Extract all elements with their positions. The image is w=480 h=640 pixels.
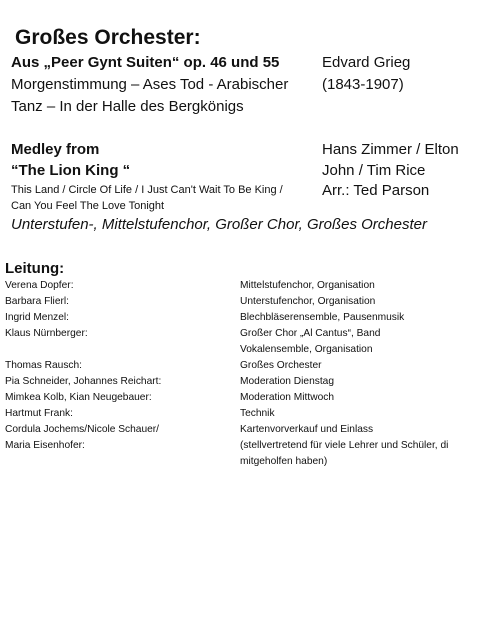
- leitung-name: Hartmut Frank:: [5, 408, 73, 419]
- leitung-names-column: [5, 278, 161, 454]
- leitung-role: Großes Orchester: [240, 360, 322, 371]
- medley-songs-line-1: This Land / Circle Of Life / I Just Can't Wait To Be King /: [11, 184, 283, 196]
- leitung-name: Cordula Jochems/Nicole Schauer/: [5, 424, 160, 435]
- leitung-heading: Leitung:: [5, 260, 65, 277]
- leitung-role: mitgeholfen haben): [240, 456, 328, 467]
- medley-arranger: Arr.: Ted Parson: [322, 182, 430, 199]
- medley-performers: Unterstufen-, Mittelstufenchor, Großer Chor, Großes Orchester: [11, 216, 427, 233]
- leitung-name: [5, 342, 161, 358]
- grieg-composer: Edvard Grieg: [322, 54, 411, 71]
- leitung-name: Barbara Flierl:: [5, 296, 69, 307]
- leitung-name: Ingrid Menzel:: [5, 312, 69, 323]
- medley-heading-line-1: Medley from: [11, 141, 100, 158]
- leitung-role: (stellvertretend für viele Lehrer und Schüler, di: [240, 440, 449, 451]
- grieg-movements-line-1: Morgenstimmung – Ases Tod - Arabischer: [11, 76, 289, 93]
- medley-songs-line-2: Can You Feel The Love Tonight: [11, 200, 165, 212]
- leitung-role: Unterstufenchor, Organisation: [240, 296, 376, 307]
- leitung-roles-column: [240, 278, 448, 470]
- leitung-role: Kartenvorverkauf und Einlass: [240, 424, 374, 435]
- medley-heading-line-2: “The Lion King “: [11, 162, 131, 179]
- leitung-name: Thomas Rausch:: [5, 360, 83, 371]
- leitung-role: Vokalensemble, Organisation: [240, 344, 373, 355]
- medley-credits-line-2: John / Tim Rice: [322, 162, 426, 179]
- page-title: Großes Orchester:: [15, 26, 201, 49]
- leitung-role: Großer Chor „Al Cantus“, Band: [240, 328, 381, 339]
- leitung-name: Klaus Nürnberger:: [5, 328, 88, 339]
- leitung-role: Mittelstufenchor, Organisation: [240, 280, 375, 291]
- grieg-dates: (1843-1907): [322, 76, 404, 93]
- grieg-work-title: Aus „Peer Gynt Suiten“ op. 46 und 55: [11, 54, 280, 71]
- grieg-movements-line-2: Tanz – In der Halle des Bergkönigs: [11, 98, 244, 115]
- leitung-role: Technik: [240, 408, 275, 419]
- leitung-role: Blechbläserensemble, Pausenmusik: [240, 312, 405, 323]
- leitung-role: Moderation Mittwoch: [240, 392, 334, 403]
- medley-credits-line-1: Hans Zimmer / Elton: [322, 141, 459, 158]
- leitung-role: Moderation Dienstag: [240, 376, 335, 387]
- leitung-name: Pia Schneider, Johannes Reichart:: [5, 376, 162, 387]
- leitung-name: Verena Dopfer:: [5, 280, 74, 291]
- leitung-name: Mimkea Kolb, Kian Neugebauer:: [5, 392, 152, 403]
- leitung-name: Maria Eisenhofer:: [5, 440, 85, 451]
